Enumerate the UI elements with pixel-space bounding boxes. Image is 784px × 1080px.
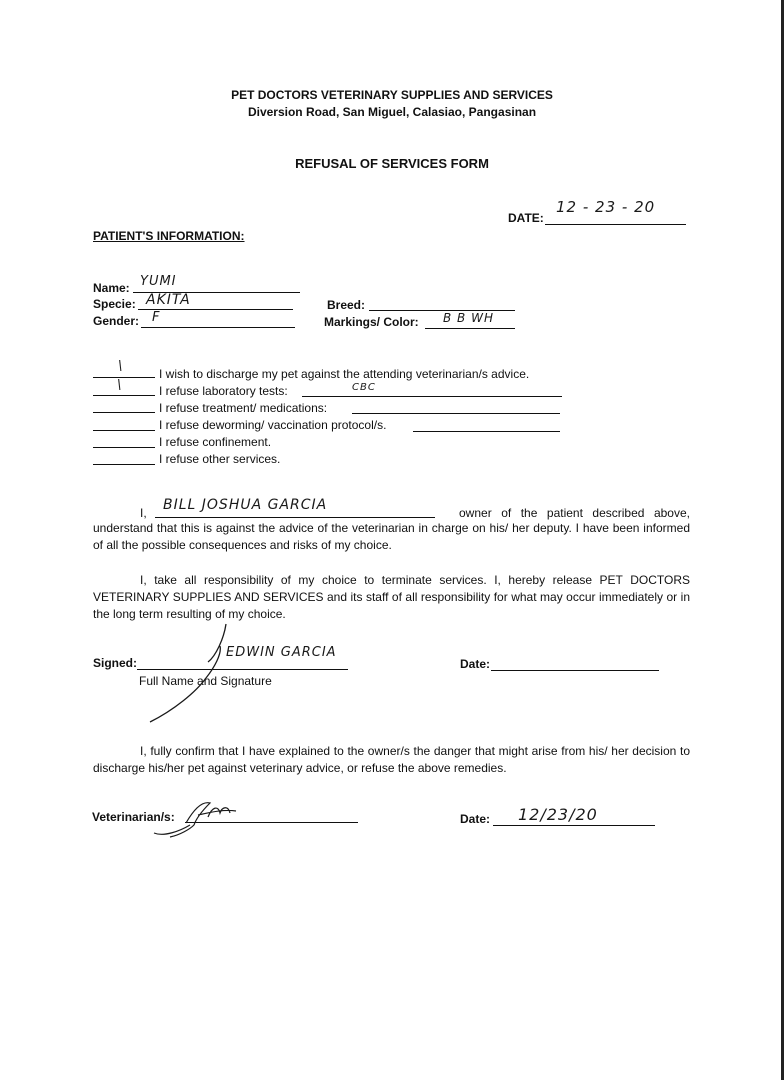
signed-date-label: Date: [460, 657, 491, 671]
gender-value[interactable]: F [152, 310, 161, 325]
option-2-text: I refuse laboratory tests: [159, 384, 288, 398]
owner-name-line [155, 517, 435, 518]
gender-label: Gender: [93, 314, 140, 328]
owner-signature-stroke [140, 618, 240, 728]
option-6-line[interactable] [93, 464, 155, 465]
veterinarian-signature [150, 795, 250, 845]
vet-date-value[interactable]: 12/23/20 [518, 805, 598, 824]
date-line [545, 224, 686, 225]
option-5-line[interactable] [93, 447, 155, 448]
owner-text-after-name: owner of the patient described above, [459, 506, 690, 520]
owner-statement-continuation: understand that this is against the advice of the veterinarian in charge on his/ her deputy. I have been informed of all the possible consequences and risks of my choice. [93, 521, 690, 552]
option-4-text: I refuse deworming/ vaccination protocol/s. [159, 418, 387, 432]
specie-label: Specie: [93, 297, 136, 311]
form-title: REFUSAL OF SERVICES FORM [295, 156, 489, 171]
signed-label: Signed: [93, 656, 137, 670]
full-name-signature-label: Full Name and Signature [139, 674, 272, 688]
signed-value[interactable]: EDWIN GARCIA [226, 645, 337, 660]
option-3-detail-line [352, 413, 560, 414]
owner-name[interactable]: BILL JOSHUA GARCIA [163, 497, 328, 513]
patient-info-heading: PATIENT'S INFORMATION: [93, 229, 245, 243]
gender-line [141, 327, 295, 328]
markings-line [425, 328, 515, 329]
vet-statement: I, fully confirm that I have explained to the owner/s the danger that might arise from his/ her decision to discharge his/her pet against veterinary advice, or refuse the above remedies. [93, 744, 690, 775]
markings-label: Markings/ Color: [324, 315, 419, 329]
breed-label: Breed: [327, 298, 366, 312]
owner-prefix: I, [140, 506, 147, 520]
option-4-detail-line [413, 431, 560, 432]
signed-date-line[interactable] [491, 670, 659, 671]
company-address: Diversion Road, San Miguel, Calasiao, Pangasinan [247, 105, 537, 119]
option-2-line[interactable] [93, 395, 155, 396]
option-2-detail[interactable]: CBC [352, 382, 376, 393]
date-label: DATE: [508, 211, 544, 225]
specie-value[interactable]: AKITA [146, 292, 191, 308]
option-3-text: I refuse treatment/ medications: [159, 401, 328, 415]
option-6-text: I refuse other services. [159, 452, 281, 466]
option-3-line[interactable] [93, 412, 155, 413]
option-4-line[interactable] [93, 430, 155, 431]
vet-date-line [493, 825, 655, 826]
specie-line [138, 309, 293, 310]
name-value[interactable]: YUMI [140, 274, 177, 289]
option-1-text: I wish to discharge my pet against the attending veterinarian/s advice. [159, 367, 530, 381]
veterinarian-label: Veterinarian/s: [92, 810, 175, 824]
vet-date-label: Date: [460, 812, 491, 826]
markings-value[interactable]: B B WH [443, 311, 494, 325]
option-2-detail-line [302, 396, 562, 397]
date-value[interactable]: 12 - 23 - 20 [556, 198, 656, 216]
responsibility-statement: I, take all responsibility of my choice to terminate services. I, hereby release PET DOCTORS VETERINARY SUPPLIES AND SERVICES and its staff of all responsibility for what may occur immediately or in the long term resulting of my choice. [93, 573, 690, 621]
name-label: Name: [93, 281, 130, 295]
option-1-mark: \ [118, 359, 124, 374]
option-1-line[interactable] [93, 377, 155, 378]
option-2-mark: \ [117, 378, 123, 393]
option-5-text: I refuse confinement. [159, 435, 272, 449]
company-name: PET DOCTORS VETERINARY SUPPLIES AND SERVICES [231, 88, 553, 102]
